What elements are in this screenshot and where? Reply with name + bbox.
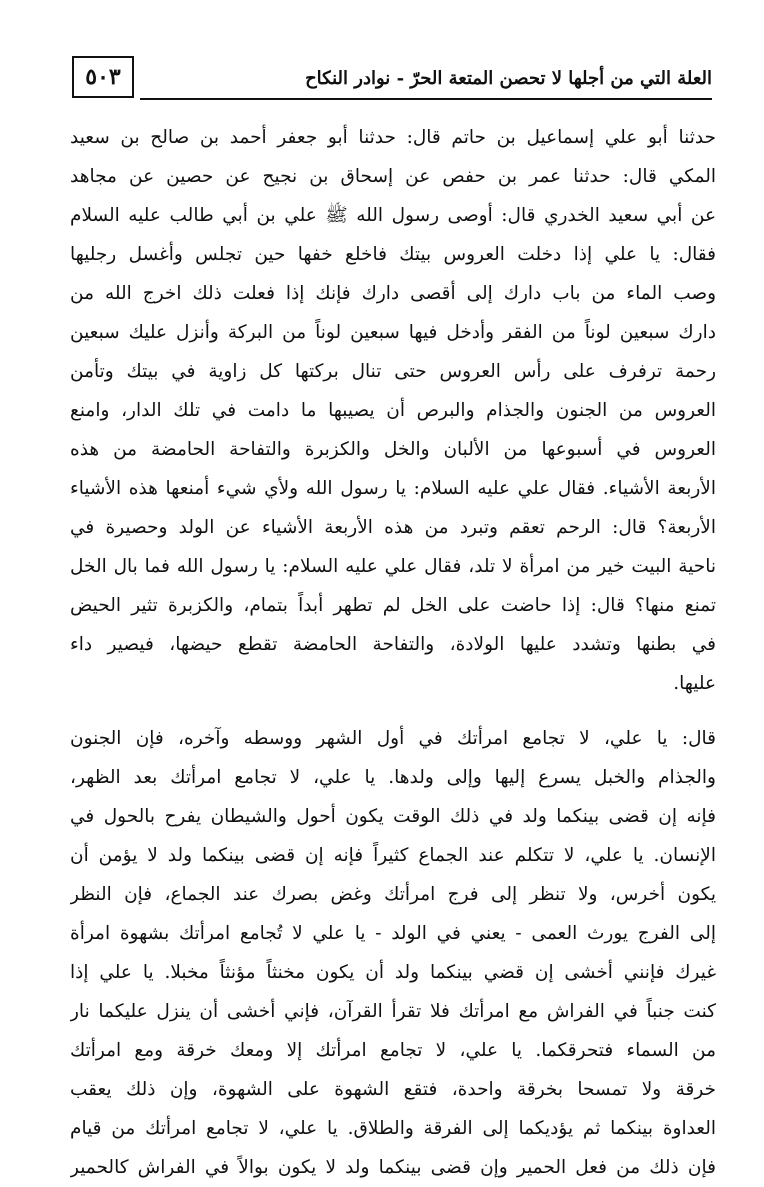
page-header <box>72 56 712 102</box>
text-line: والجذام والخبل يسرع إليها وإلى ولدها. يا علي، لا تجامع امرأتك بعد الظهر، <box>70 767 716 788</box>
text-line: تمنع منها؟ قال: إذا حاضت على الخل لم تطهر أبداً بتمام، والكزبرة تثير الحيض <box>70 595 716 616</box>
text-line: دارك سبعين لوناً من الفقر وأدخل فيها سبعين لوناً من البركة وأنزل عليك سبعين <box>70 322 716 343</box>
text-line: فإنه إن قضى بينكما ولد في ذلك الوقت يكون أحول والشيطان يفرح بالحول في <box>70 806 716 827</box>
text-line: فقال: يا علي إذا دخلت العروس بيتك فاخلع خفها حين تجلس وأغسل رجليها <box>70 244 716 265</box>
text-line: الأربعة الأشياء. فقال علي عليه السلام: يا رسول الله ولأي شيء أمنعها هذه الأشياء <box>70 478 716 499</box>
text-line: العداوة بينكما ثم يؤديكما إلى الفرقة والطلاق. يا علي، لا تجامع امرأتك من قيام <box>70 1118 716 1139</box>
page-number: ٥٠٣ <box>72 56 134 98</box>
text-line: غيرك فإنني أخشى إن قضي بينكما ولد أن يكون مخنثاً مؤنثاً مخبلا. يا علي إذا <box>70 962 716 983</box>
text-line: قال: يا علي، لا تجامع امرأتك في أول الشهر ووسطه وآخره، فإن الجنون <box>70 728 716 749</box>
text-line: ناحية البيت خير من امرأة لا تلد، فقال علي عليه السلام: يا رسول الله فما بال الخل <box>70 556 716 577</box>
text-line: الإنسان. يا علي، لا تتكلم عند الجماع كثيراً فإنه إن قضى بينكما ولد لا يؤمن أن <box>70 845 716 866</box>
text-line: من السماء فتحرقكما. يا علي، لا تجامع امرأتك إلا ومعك خرقة ومع امرأتك <box>70 1040 716 1061</box>
page-body <box>70 118 716 1187</box>
text-line: وصب الماء من باب دارك إلى أقصى دارك فإنك إذا فعلت ذلك اخرج الله من <box>70 283 716 304</box>
text-line: الأربعة؟ قال: الرحم تعقم وتبرد من هذه الأربعة الأشياء عن الولد وحصيرة في <box>70 517 716 538</box>
text-line: فإن ذلك من فعل الحمير وإن قضى بينكما ولد لا يكون بوالاً في الفراش كالحمير <box>70 1157 716 1178</box>
text-line: رحمة ترفرف على رأس العروس حتى تنال بركتها كل زاوية في بيتك وتأمن <box>70 361 716 382</box>
text-line: عن أبي سعيد الخدري قال: أوصى رسول الله ﷺ علي بن أبي طالب عليه السلام <box>70 205 716 226</box>
running-title: العلة التي من أجلها لا تحصن المتعة الحرّ - نوادر النكاح <box>140 60 712 100</box>
text-line: يكون أخرس، ولا تنظر إلى فرج امرأتك وغض بصرك عند الجماع، فإن النظر <box>70 884 716 905</box>
text-line: العروس من الجنون والجذام والبرص أن يصيبها ما دامت في تلك الدار، وامنع <box>70 400 716 421</box>
text-line: في بطنها وتشدد عليها الولادة، والتفاحة الحامضة تقطع حيضها، فيصير داء <box>70 634 716 655</box>
paragraph-gap <box>70 703 716 719</box>
text-line: إلى الفرج يورث العمى - يعني في الولد - يا علي لا تُجامع امرأتك بشهوة امرأة <box>70 923 716 944</box>
text-line: خرقة ولا تمسحا بخرقة واحدة، فتقع الشهوة على الشهوة، وإن ذلك يعقب <box>70 1079 716 1100</box>
text-line: كنت جنباً في الفراش مع امرأتك فلا تقرأ القرآن، فإني أخشى أن ينزل عليكما نار <box>70 1001 716 1022</box>
text-line: حدثنا أبو علي إسماعيل بن حاتم قال: حدثنا أبو جعفر أحمد بن صالح بن سعيد <box>70 127 716 148</box>
text-line: المكي قال: حدثنا عمر بن حفص عن إسحاق بن نجيح عن حصين عن مجاهد <box>70 166 716 187</box>
text-line: العروس في أسبوعها من الألبان والخل والكزبرة والتفاحة الحامضة من هذه <box>70 439 716 460</box>
text-line: عليها. <box>673 673 716 694</box>
